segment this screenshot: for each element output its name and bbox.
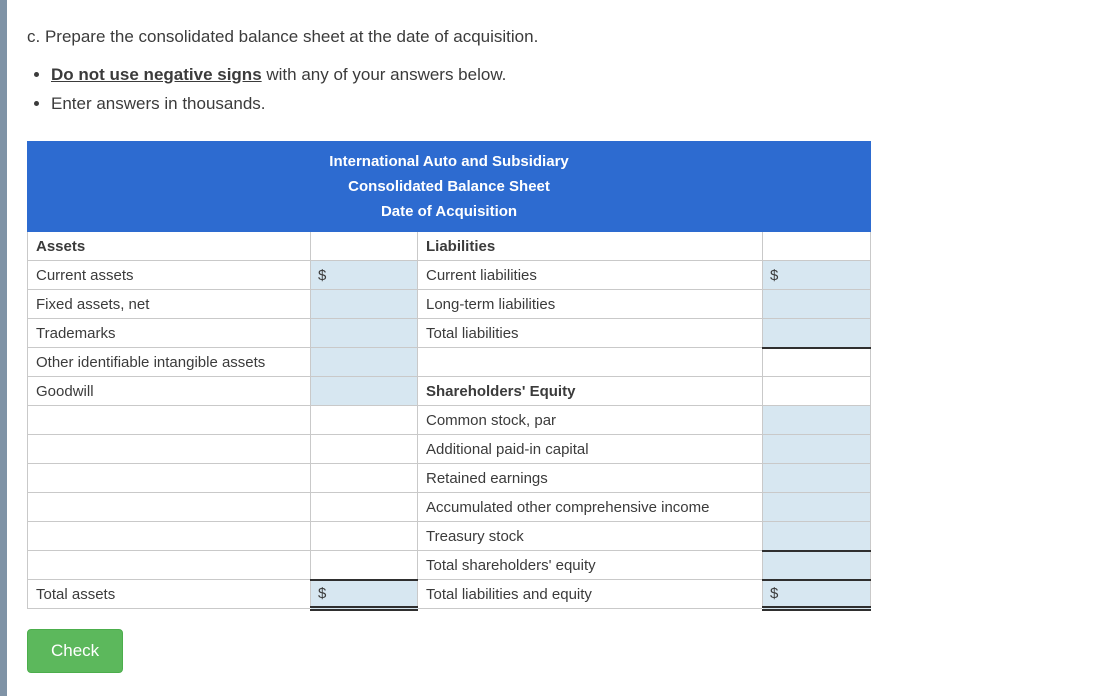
- table-row-retained-earnings: [28, 464, 871, 493]
- other-intangibles-input[interactable]: [318, 348, 410, 376]
- equity-label: Accumulated other comprehensive income: [418, 493, 763, 522]
- table-row-totals: [28, 580, 871, 609]
- liability-label: [418, 348, 763, 377]
- assets-section-header: Assets: [28, 232, 311, 261]
- notes-list: [27, 64, 1108, 115]
- liabilities-input-cell-blank: [763, 232, 871, 261]
- liability-input-cell-blank: [763, 377, 871, 406]
- note-item-thousands: [51, 93, 1108, 115]
- balance-sheet-table: [27, 141, 871, 611]
- asset-input-cell-blank: [311, 406, 418, 435]
- currency-symbol: $: [318, 266, 327, 284]
- equity-input-cell: [763, 551, 871, 580]
- asset-label: Trademarks: [28, 319, 311, 348]
- equity-section-header: Shareholders' Equity: [418, 377, 763, 406]
- equity-input-cell: [763, 435, 871, 464]
- asset-label: Current assets: [28, 261, 311, 290]
- currency-symbol: $: [770, 584, 779, 602]
- liability-label: Long-term liabilities: [418, 290, 763, 319]
- table-row-treasury-stock: [28, 522, 871, 551]
- liability-input-cell-blank: [763, 348, 871, 377]
- trademarks-input[interactable]: [318, 319, 410, 347]
- left-edge-bar: [0, 0, 7, 696]
- equity-label: Treasury stock: [418, 522, 763, 551]
- check-button[interactable]: Check: [27, 629, 123, 673]
- note-item-negative-signs: [51, 64, 1108, 86]
- asset-input-cell: [311, 261, 418, 290]
- table-title-line-3: Date of Acquisition: [380, 203, 518, 220]
- table-row-other-intangibles: [28, 348, 871, 377]
- liability-label: Current liabilities: [418, 261, 763, 290]
- asset-input-cell: [311, 348, 418, 377]
- equity-label: Retained earnings: [418, 464, 763, 493]
- equity-input-cell: [763, 493, 871, 522]
- section-header-row: [28, 232, 871, 261]
- table-row-fixed-assets: [28, 290, 871, 319]
- asset-label-blank: [28, 493, 311, 522]
- currency-symbol: $: [770, 266, 779, 284]
- liability-input-cell: [763, 290, 871, 319]
- asset-input-cell: [311, 319, 418, 348]
- total-liabilities-and-equity-input[interactable]: [783, 581, 863, 607]
- table-row-additional-paid-in-capital: [28, 435, 871, 464]
- instruction-text: c. Prepare the consolidated balance sheet at the date of acquisition.: [27, 27, 539, 46]
- asset-input-cell-blank: [311, 551, 418, 580]
- table-row-current-assets: [28, 261, 871, 290]
- table-title-line-1: International Auto and Subsidiary: [329, 153, 569, 170]
- common-stock-input[interactable]: [770, 406, 863, 434]
- liabilities-section-header: Liabilities: [418, 232, 763, 261]
- liability-input-cell: [763, 319, 871, 348]
- asset-label: Goodwill: [28, 377, 311, 406]
- liability-input-cell: [763, 261, 871, 290]
- asset-input-cell-blank: [311, 493, 418, 522]
- asset-input-cell-blank: [311, 464, 418, 493]
- asset-input-cell-blank: [311, 522, 418, 551]
- equity-label: Common stock, par: [418, 406, 763, 435]
- asset-input-cell-blank: [311, 435, 418, 464]
- note-text: Enter answers in thousands.: [51, 94, 266, 113]
- table-row-total-shareholders-equity: [28, 551, 871, 580]
- equity-input-cell: [763, 406, 871, 435]
- asset-label: Fixed assets, net: [28, 290, 311, 319]
- equity-label: Total shareholders' equity: [418, 551, 763, 580]
- asset-label-blank: [28, 522, 311, 551]
- table-row-trademarks: [28, 319, 871, 348]
- asset-label-blank: [28, 551, 311, 580]
- currency-symbol: $: [318, 584, 327, 602]
- liability-label: Total liabilities and equity: [418, 580, 763, 609]
- treasury-stock-input[interactable]: [770, 522, 863, 550]
- long-term-liabilities-input[interactable]: [770, 290, 863, 318]
- table-title: [28, 142, 871, 232]
- retained-earnings-input[interactable]: [770, 464, 863, 492]
- equity-input-cell: [763, 522, 871, 551]
- equity-input-cell: [763, 464, 871, 493]
- table-title-line-2: Consolidated Balance Sheet: [348, 178, 550, 195]
- total-shareholders-equity-input[interactable]: [770, 552, 863, 579]
- asset-label: Other identifiable intangible assets: [28, 348, 311, 377]
- accumulated-oci-input[interactable]: [770, 493, 863, 521]
- equity-label: Additional paid-in capital: [418, 435, 763, 464]
- fixed-assets-input[interactable]: [318, 290, 410, 318]
- asset-label-blank: [28, 464, 311, 493]
- asset-input-cell: [311, 290, 418, 319]
- total-liabilities-input[interactable]: [770, 319, 863, 347]
- current-assets-input[interactable]: [331, 261, 410, 289]
- goodwill-input[interactable]: [318, 377, 410, 405]
- asset-label: Total assets: [28, 580, 311, 609]
- asset-label-blank: [28, 435, 311, 464]
- additional-paid-in-capital-input[interactable]: [770, 435, 863, 463]
- asset-input-cell: [311, 377, 418, 406]
- liability-input-cell: [763, 580, 871, 609]
- table-row-goodwill: [28, 377, 871, 406]
- asset-label-blank: [28, 406, 311, 435]
- note-rest: with any of your answers below.: [261, 65, 507, 84]
- asset-input-cell: [311, 580, 418, 609]
- note-emphasis: Do not use negative signs: [51, 65, 262, 84]
- current-liabilities-input[interactable]: [783, 261, 863, 289]
- assets-input-cell-blank: [311, 232, 418, 261]
- total-assets-input[interactable]: [331, 581, 410, 607]
- table-row-accumulated-oci: [28, 493, 871, 522]
- table-row-common-stock: [28, 406, 871, 435]
- liability-label: Total liabilities: [418, 319, 763, 348]
